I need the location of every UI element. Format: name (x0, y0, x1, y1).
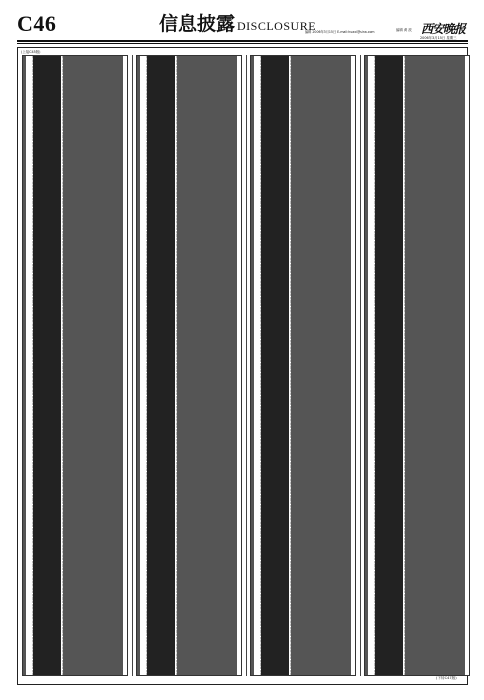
section-title-cn: 信息披露 (159, 13, 236, 35)
table-column-2 (136, 55, 242, 676)
editor-line: 编辑 2006年3月15日 E-mail:huaxi@sina.com (305, 30, 375, 34)
column-divider (246, 55, 247, 676)
header-rule-thin (17, 43, 468, 44)
editor-role: 编辑 黄 波 (396, 28, 412, 32)
page-number: C46 (17, 11, 57, 36)
section-title-en: DISCLOSURE (237, 19, 317, 33)
continued-to-label: (下转C47版) (436, 676, 457, 680)
newspaper-logo: 西安晚报 (421, 22, 466, 36)
continued-from-label: (上接C45版) (21, 50, 41, 54)
table-column-4 (364, 55, 470, 676)
column-divider (360, 55, 361, 676)
column-divider (132, 55, 133, 676)
page-header (0, 0, 484, 44)
table-column-3 (250, 55, 356, 676)
issue-date: 2006年3月15日 星期三 (420, 36, 457, 40)
header-rule-thick (17, 40, 468, 42)
table-column-1 (22, 55, 128, 676)
section-title (159, 13, 316, 37)
